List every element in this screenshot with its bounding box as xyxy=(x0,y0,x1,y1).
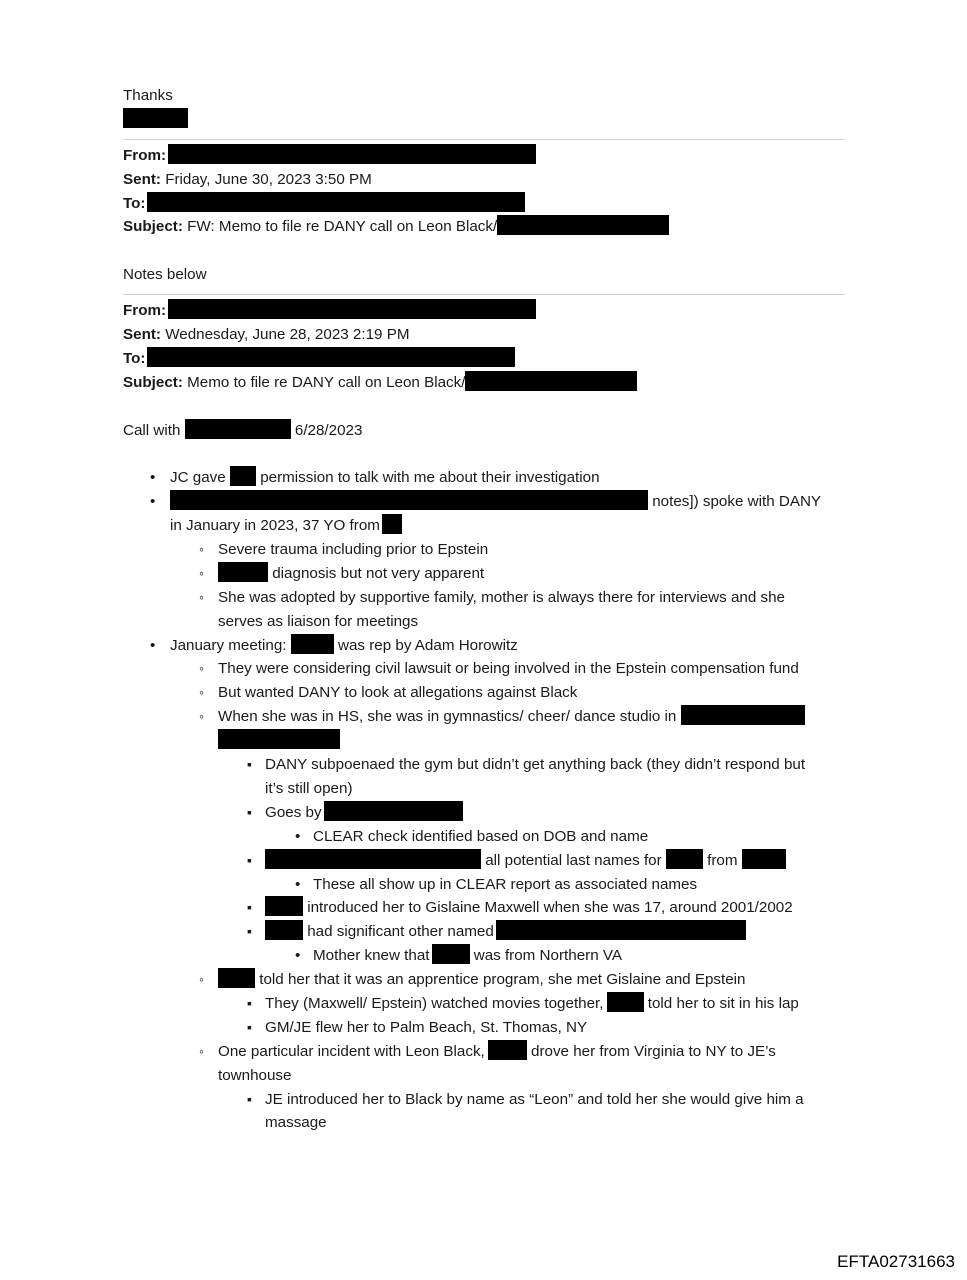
list-item: ◦ Severe trauma including prior to Epstein xyxy=(123,538,845,562)
list-item: ◦ She was adopted by supportive family, mother is always there for interviews and she xyxy=(123,586,845,610)
redaction-box xyxy=(218,729,340,749)
redaction-box xyxy=(488,1040,527,1060)
list-item-continuation: in January in 2023, 37 YO from xyxy=(123,514,845,538)
redaction-box xyxy=(465,371,637,391)
redaction-box xyxy=(681,705,805,725)
list-item: ▪ had significant other named xyxy=(123,920,845,944)
bullet-icon xyxy=(199,657,204,681)
redaction-box xyxy=(265,920,303,940)
redaction-box xyxy=(147,347,515,367)
redaction-box xyxy=(185,419,291,439)
list-item-continuation: massage xyxy=(265,1114,327,1132)
redaction-box xyxy=(432,944,470,964)
bullet-icon xyxy=(247,896,252,920)
closing-thanks: Thanks xyxy=(123,87,173,104)
list-item: ▪ introduced her to Gislaine Maxwell when she was 17, around 2001/2002 xyxy=(123,896,845,920)
list-item: ▪ Goes by xyxy=(123,801,845,825)
redaction-box xyxy=(170,490,648,510)
bullet-icon xyxy=(247,920,252,944)
redaction-box xyxy=(230,466,256,486)
email2-sent: Sent: Wednesday, June 28, 2023 2:19 PM xyxy=(123,326,410,344)
redaction-box xyxy=(168,144,536,164)
email-document xyxy=(123,84,845,1135)
divider xyxy=(123,294,845,295)
redaction-box xyxy=(265,849,481,869)
list-item: • notes]) spoke with DANY xyxy=(123,490,845,514)
list-item-continuation: serves as liaison for meetings xyxy=(218,612,419,630)
list-item: ◦ But wanted DANY to look at allegations against Black xyxy=(123,681,845,705)
document-id: EFTA02731663 xyxy=(837,1252,955,1271)
divider xyxy=(123,139,845,140)
email1-from: From: xyxy=(123,144,845,168)
redaction-box xyxy=(265,896,303,916)
list-item: ◦ told her that it was an apprentice program, she met Gislaine and Epstein xyxy=(123,968,845,992)
signature-line xyxy=(123,108,845,132)
list-item: ◦ When she was in HS, she was in gymnastics/ cheer/ dance studio in xyxy=(123,705,845,729)
bullet-icon xyxy=(199,705,204,729)
list-item: • Mother knew that was from Northern VA xyxy=(123,944,845,968)
redaction-box xyxy=(496,920,746,940)
redaction-box xyxy=(218,562,268,582)
notes-below: Notes below xyxy=(123,266,207,284)
redaction-box xyxy=(497,215,669,235)
email1-sent: Sent: Friday, June 30, 2023 3:50 PM xyxy=(123,170,372,188)
bullet-icon xyxy=(295,825,300,849)
redaction-box xyxy=(168,299,536,319)
list-item: ◦ One particular incident with Leon Black, drove her from Virginia to NY to JE’s xyxy=(123,1040,845,1064)
redaction-box xyxy=(147,192,525,212)
redaction-box xyxy=(291,634,334,654)
bullet-icon xyxy=(199,968,204,992)
list-item-continuation: it’s still open) xyxy=(265,779,353,797)
list-item: • CLEAR check identified based on DOB and name xyxy=(123,825,845,849)
list-item: ▪ They (Maxwell/ Epstein) watched movies together, told her to sit in his lap xyxy=(123,992,845,1016)
bullet-icon xyxy=(199,562,204,586)
email2-from: From: xyxy=(123,299,845,323)
redaction-box xyxy=(382,514,402,534)
bullet-icon xyxy=(247,801,252,825)
bullet-icon xyxy=(199,538,204,562)
bullet-icon xyxy=(247,992,252,1016)
bullet-icon xyxy=(199,1040,204,1064)
bullet-icon xyxy=(247,1016,252,1040)
email2-subject: Subject: Memo to file re DANY call on Leon Black/ xyxy=(123,371,845,395)
list-item: ▪ GM/JE flew her to Palm Beach, St. Thomas, NY xyxy=(123,1016,845,1040)
bullet-icon xyxy=(295,873,300,897)
redaction-box xyxy=(666,849,703,869)
email1-to: To: xyxy=(123,192,845,216)
bullet-icon xyxy=(199,681,204,705)
redaction-box xyxy=(607,992,644,1012)
list-item: • January meeting: was rep by Adam Horowitz xyxy=(123,634,845,658)
bullet-icon xyxy=(295,944,300,968)
bullet-icon xyxy=(247,1088,252,1112)
list-item-continuation: townhouse xyxy=(218,1066,292,1084)
bullet-icon xyxy=(247,753,252,777)
bullet-icon xyxy=(150,466,155,490)
list-item: ▪ all potential last names for from xyxy=(123,849,845,873)
bullet-icon xyxy=(247,849,252,873)
bullet-icon xyxy=(150,634,155,658)
email2-to: To: xyxy=(123,347,845,371)
call-line: Call with 6/28/2023 xyxy=(123,419,845,443)
list-item: • JC gave permission to talk with me about their investigation xyxy=(123,466,845,490)
redaction-box xyxy=(218,968,255,988)
list-item: ◦ diagnosis but not very apparent xyxy=(123,562,845,586)
bullet-icon xyxy=(150,490,155,514)
bullet-icon xyxy=(199,586,204,610)
list-item: ◦ They were considering civil lawsuit or being involved in the Epstein compensation fund xyxy=(123,657,845,681)
email1-subject: Subject: FW: Memo to file re DANY call on Leon Black/ xyxy=(123,215,845,239)
list-item: ▪ JE introduced her to Black by name as “Leon” and told her she would give him a xyxy=(123,1088,845,1112)
list-item: ▪ DANY subpoenaed the gym but didn’t get anything back (they didn’t respond but xyxy=(123,753,845,777)
redaction-box xyxy=(324,801,463,821)
redaction-box xyxy=(742,849,786,869)
redaction-box xyxy=(123,108,188,128)
list-item: • These all show up in CLEAR report as associated names xyxy=(123,873,845,897)
list-item-continuation xyxy=(123,729,845,753)
